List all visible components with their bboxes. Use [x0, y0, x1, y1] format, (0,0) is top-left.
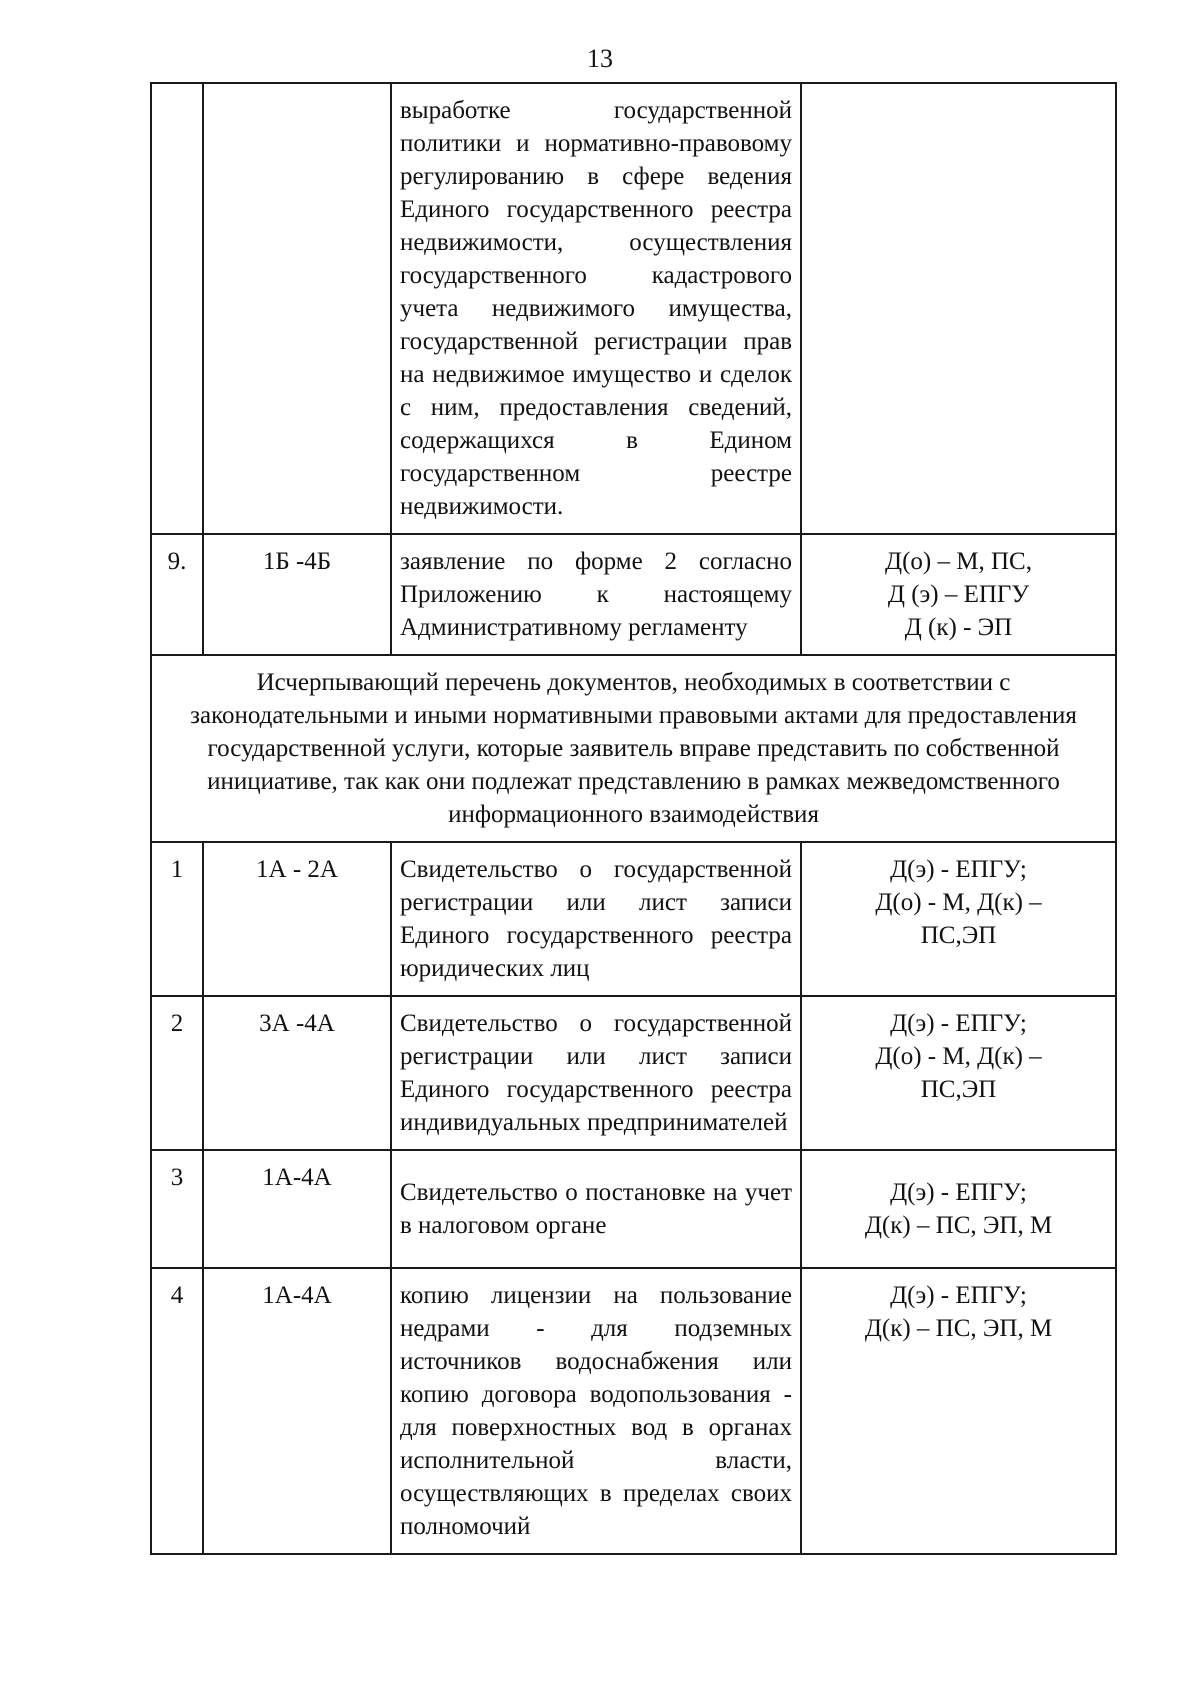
page-number: 13 [587, 44, 613, 73]
row-code: 1Б -4Б [203, 534, 391, 655]
form-line: ПС,ЭП [920, 1076, 997, 1103]
table-row [151, 1268, 1116, 1554]
row-description: Свидетельство о государственной регистрации или лист записи Единого государственного реестра юридических лиц [391, 842, 801, 996]
form-line: Д(э) - ЕПГУ; [890, 1179, 1027, 1206]
row-code: 1А - 2А [203, 842, 391, 996]
row-submission-form [801, 996, 1116, 1150]
form-line: Д(о) - М, Д(к) – [875, 1043, 1042, 1070]
form-line: ПС,ЭП [920, 922, 997, 949]
row-number: 1 [151, 842, 203, 996]
row-number: 4 [151, 1268, 203, 1554]
form-line: Д(к) – ПС, ЭП, М [864, 1315, 1053, 1342]
row-description: заявление по форме 2 согласно Приложению к настоящему Административному регламенту [391, 534, 801, 655]
row-number: 9. [151, 534, 203, 655]
form-line: Д(о) - М, Д(к) – [875, 889, 1042, 916]
table-row [151, 996, 1116, 1150]
row-description: Свидетельство о постановке на учет в налоговом органе [391, 1150, 801, 1268]
row-submission-form [801, 83, 1116, 534]
form-line: Д(э) - ЕПГУ; [890, 856, 1027, 883]
section-heading: Исчерпывающий перечень документов, необходимых в соответствии с законодательными и иными нормативными правовыми актами для предоставления государственной услуги, которые заявитель вправе представить по собственной инициативе, так как они подлежат представлению в рамках межведомственного информационного взаимодействия [151, 655, 1116, 842]
row-description: Свидетельство о государственной регистрации или лист записи Единого государственного реестра индивидуальных предпринимателей [391, 996, 801, 1150]
section-heading-row [151, 655, 1116, 842]
documents-table [150, 82, 1117, 1555]
table-row [151, 842, 1116, 996]
table-row [151, 534, 1116, 655]
form-line: Д (к) - ЭП [904, 614, 1013, 641]
form-line: Д(о) – М, ПС, [885, 548, 1032, 575]
form-line: Д(к) – ПС, ЭП, М [864, 1212, 1053, 1239]
form-line: Д (э) – ЕПГУ [887, 581, 1030, 608]
row-description: копию лицензии на пользование недрами - для подземных источников водоснабжения или копию договора водопользования - для поверхностных вод в органах исполнительной власти, осуществляющих в пределах своих полномочий [391, 1268, 801, 1554]
table-row [151, 1150, 1116, 1268]
row-code [203, 83, 391, 534]
form-line: Д(э) - ЕПГУ; [890, 1282, 1027, 1309]
row-description: выработке государственной политики и нормативно-правовому регулированию в сфере ведения Единого государственного реестра недвижимости, осуществления государственного кадастрового учета недвижимого имущества, государственной регистрации прав на недвижимое имущество и сделок с ним, предоставления сведений, содержащихся в Едином государственном реестре недвижимости. [391, 83, 801, 534]
row-number [151, 83, 203, 534]
form-line: Д(э) - ЕПГУ; [890, 1010, 1027, 1037]
row-submission-form [801, 1268, 1116, 1554]
row-submission-form [801, 1150, 1116, 1268]
row-submission-form [801, 534, 1116, 655]
row-number: 3 [151, 1150, 203, 1268]
row-code: 3А -4А [203, 996, 391, 1150]
row-submission-form [801, 842, 1116, 996]
table-row [151, 83, 1116, 534]
row-code: 1А-4А [203, 1150, 391, 1268]
row-code: 1А-4А [203, 1268, 391, 1554]
row-number: 2 [151, 996, 203, 1150]
